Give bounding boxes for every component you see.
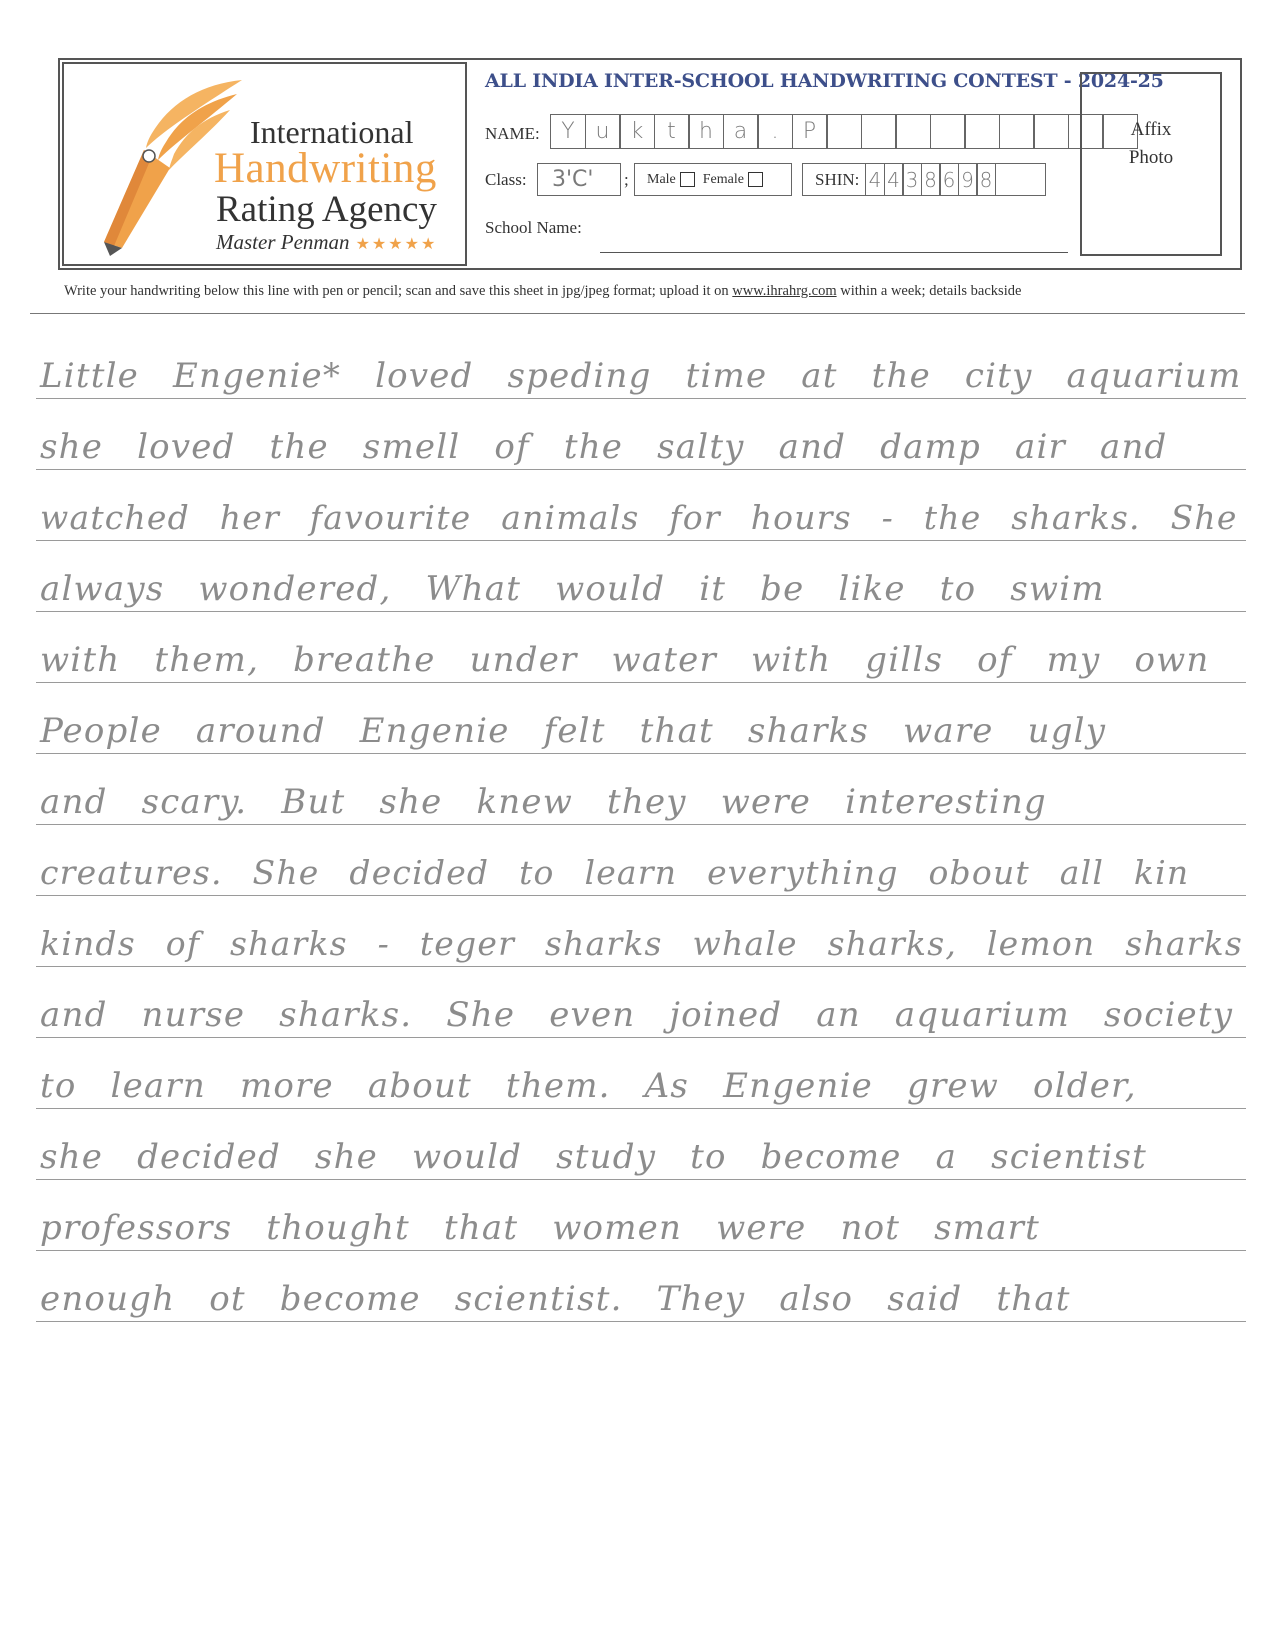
shin-digit-cell[interactable]: 6	[939, 163, 959, 196]
shin-digit-cell[interactable]: 8	[921, 163, 941, 196]
shin-digit-cell[interactable]: 8	[976, 163, 996, 196]
handwriting-line: with them, breathe under water with gills of my own	[40, 640, 1210, 680]
name-char-cell[interactable]: t	[654, 114, 690, 149]
upload-link[interactable]: www.ihrahrg.com	[732, 283, 837, 299]
name-char-cell[interactable]: k	[619, 114, 655, 149]
logo-text-rating-agency: Rating Agency	[216, 189, 437, 230]
name-label: NAME:	[485, 124, 540, 143]
ruled-line	[36, 753, 1246, 754]
name-field[interactable]	[550, 114, 1137, 149]
name-char-cell[interactable]: .	[757, 114, 793, 149]
name-char-cell[interactable]: a	[723, 114, 759, 149]
logo-text-international: International	[250, 114, 414, 150]
female-label: Female	[702, 171, 744, 187]
handwriting-line: and scary. But she knew they were interesting	[40, 782, 1047, 822]
ruled-line	[36, 1179, 1246, 1180]
male-label: Male	[647, 171, 676, 187]
photo-label-photo: Photo	[1128, 147, 1174, 168]
handwriting-line: she decided she would study to become a scientist	[40, 1137, 1147, 1177]
ruled-line	[36, 682, 1246, 683]
ruled-line	[36, 895, 1246, 896]
handwriting-line: People around Engenie felt that sharks ware ugly	[40, 711, 1107, 751]
ruled-line	[36, 824, 1246, 825]
logo-text-handwriting: Handwriting	[214, 145, 437, 192]
handwriting-line: always wondered, What would it be like to swim	[40, 569, 1105, 609]
school-name-label: School Name:	[485, 218, 582, 237]
ruled-line	[36, 398, 1246, 399]
separator: ;	[624, 170, 629, 189]
instructions-text: Write your handwriting below this line with pen or pencil; scan and save this sheet in jpg/jpeg format; upload it on	[64, 283, 733, 299]
ruled-line	[36, 1250, 1246, 1251]
name-char-cell[interactable]: Y	[550, 114, 586, 149]
ruled-line	[36, 966, 1246, 967]
shin-digit-cell[interactable]: 9	[958, 163, 978, 196]
handwriting-line: watched her favourite animals for hours - the sharks. She	[40, 498, 1238, 537]
handwriting-line: to learn more about them. As Engenie grew older,	[40, 1066, 1137, 1106]
shin-label: SHIN:	[815, 170, 860, 189]
instruction-divider	[30, 313, 1245, 314]
name-char-cell[interactable]: h	[688, 114, 724, 149]
name-char-cell[interactable]	[930, 114, 966, 149]
ruled-line	[36, 540, 1246, 541]
name-char-cell[interactable]	[1033, 114, 1069, 149]
handwriting-line: Little Engenie* loved speding time at the city aquarium	[40, 356, 1242, 396]
handwriting-line: she loved the smell of the salty and damp air and	[40, 427, 1168, 467]
handwriting-line: enough ot become scientist. They also said that	[40, 1279, 1071, 1319]
upload-instructions	[64, 283, 1234, 300]
name-char-cell[interactable]	[826, 114, 862, 149]
class-field[interactable]: 3'C'	[537, 163, 621, 196]
ruled-line	[36, 611, 1246, 612]
shin-digit-cell[interactable]: 3	[902, 163, 922, 196]
handwriting-line: kinds of sharks - teger sharks whale sharks, lemon sharks	[40, 924, 1243, 963]
male-checkbox[interactable]	[680, 172, 695, 187]
contest-title: ALL INDIA INTER-SCHOOL HANDWRITING CONTEST - 2024-25	[485, 70, 1164, 92]
name-char-cell[interactable]	[861, 114, 897, 149]
agency-logo	[62, 62, 467, 266]
name-char-cell[interactable]	[964, 114, 1000, 149]
instructions-text-end: within a week; details backside	[836, 283, 1022, 299]
ruled-line	[36, 469, 1246, 470]
ruled-line	[36, 1037, 1246, 1038]
name-char-cell[interactable]	[895, 114, 931, 149]
school-name-field[interactable]	[600, 252, 1068, 253]
female-checkbox[interactable]	[748, 172, 763, 187]
name-char-cell[interactable]: P	[792, 114, 828, 149]
ruled-line	[36, 1108, 1246, 1109]
master-penman-label: Master Penman	[216, 230, 350, 254]
ruled-line	[36, 1321, 1246, 1322]
gender-field	[634, 163, 792, 196]
name-char-cell[interactable]: u	[585, 114, 621, 149]
star-rating-icon: ★★★★★	[355, 236, 438, 253]
logo-text-master-penman	[216, 230, 437, 255]
affix-photo-box[interactable]	[1080, 72, 1222, 256]
shin-field[interactable]	[802, 163, 1046, 196]
handwriting-line: and nurse sharks. She even joined an aquarium society	[40, 995, 1234, 1035]
handwriting-line: creatures. She decided to learn everything obout all kin	[40, 853, 1190, 892]
photo-label-affix: Affix	[1130, 119, 1172, 140]
shin-digit-cell[interactable]: 4	[865, 163, 885, 196]
class-label: Class:	[485, 170, 527, 189]
name-char-cell[interactable]	[999, 114, 1035, 149]
shin-digits[interactable]	[865, 163, 995, 196]
handwriting-line: professors thought that women were not smart	[40, 1208, 1040, 1248]
shin-digit-cell[interactable]: 4	[884, 163, 904, 196]
